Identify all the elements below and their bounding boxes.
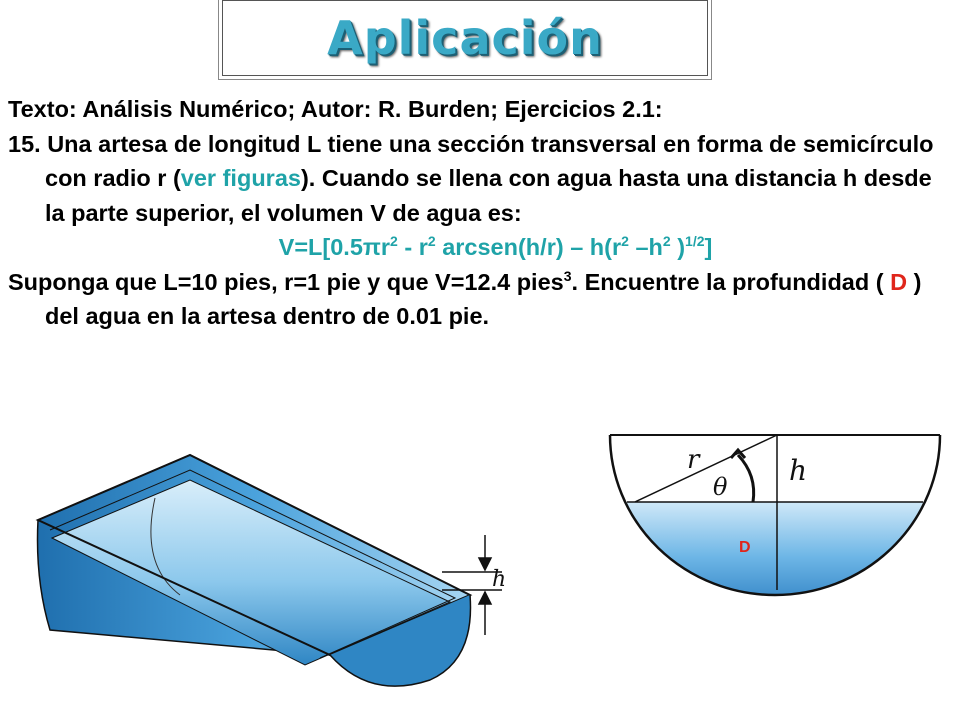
depth-symbol: D: [890, 268, 908, 295]
formula-exp: 2: [427, 233, 436, 249]
trough-figure: [30, 450, 520, 710]
formula-seg: - r: [397, 234, 428, 260]
problem-text: [8, 92, 953, 334]
formula-seg: ]: [704, 234, 713, 260]
slide-title: Aplicación: [327, 11, 603, 65]
trough-h-label: h: [492, 567, 507, 592]
reference-line: Texto: Análisis Numérico; Autor: R. Burden; Ejercicios 2.1:: [8, 96, 663, 122]
suppose-statement: [8, 265, 953, 334]
problem-part1: 15. Una artesa de longitud L tiene una sección transversal en forma de semicírculo con radio r (: [8, 130, 934, 191]
theta-arc: [738, 455, 754, 502]
formula-seg: V=L[0.5πr: [278, 234, 391, 260]
formula-exp: 2: [662, 233, 671, 249]
formula-seg: arcsen(h/r) – h(r: [435, 234, 622, 260]
d-label: D: [739, 539, 751, 556]
cross-section-figure: [605, 430, 945, 610]
figures-link[interactable]: ver figuras: [180, 165, 301, 191]
formula-exp: 2: [390, 233, 398, 249]
theta-label: θ: [713, 473, 728, 501]
problem-part2: ). Cuando se llena con agua hasta una distancia h desde la parte superior, el volumen V de agua es:: [45, 165, 932, 226]
formula-exp: 2: [621, 233, 629, 249]
suppose-seg: Suponga que L=10 pies, r=1 pie y que V=12.4 pies: [8, 268, 564, 295]
suppose-exp: 3: [563, 267, 572, 284]
r-label: r: [687, 445, 700, 475]
suppose-seg: ) del agua en la artesa dentro de 0.01 pie.: [45, 268, 922, 329]
formula-seg: ): [670, 234, 686, 260]
title-box: [222, 0, 708, 76]
suppose-seg: Encuentre la profundidad (: [584, 268, 891, 295]
suppose-seg: .: [571, 268, 579, 295]
formula-exp: 1/2: [685, 233, 705, 249]
problem-statement: [8, 127, 953, 231]
h-label: h: [789, 454, 808, 487]
volume-formula: [8, 230, 953, 265]
formula-seg: –h: [628, 234, 663, 260]
radius-line: [635, 435, 777, 502]
